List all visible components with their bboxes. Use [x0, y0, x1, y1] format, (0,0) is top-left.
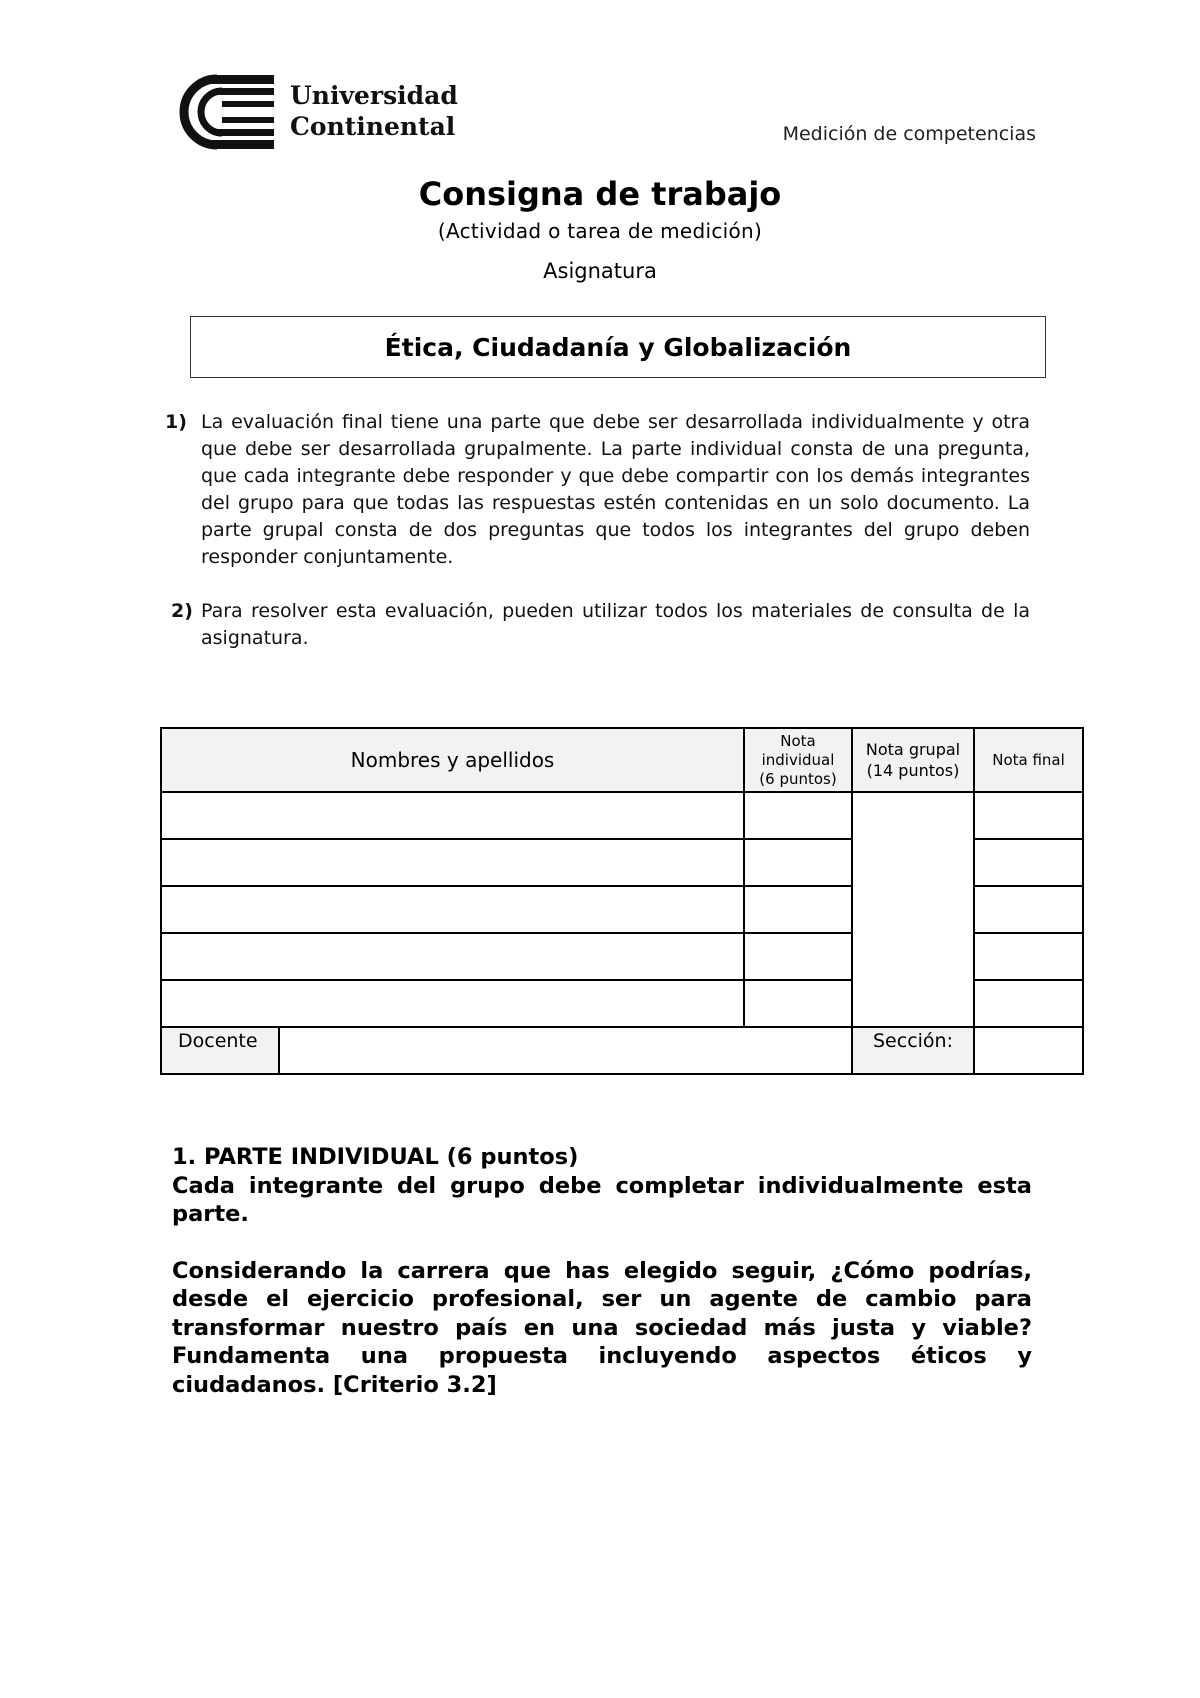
header-individual-line3: (6 puntos)	[759, 769, 837, 788]
subject-box	[190, 316, 1046, 378]
individual-grade-cell[interactable]	[744, 792, 852, 839]
part-question: Considerando la carrera que has elegido seguir, ¿Cómo podrías, desde el ejercicio profesional, ser un agente de cambio para transformar nuestro país en una sociedad más justa y viable? Fundamenta una propuesta incluyendo aspectos éticos y ciudadanos. [Criterio 3.2]	[172, 1257, 1032, 1398]
instruction-number: 1)	[165, 411, 187, 433]
individual-grade-cell[interactable]	[744, 980, 852, 1027]
teacher-label: Docente	[161, 1027, 279, 1074]
instruction-text: La evaluación final tiene una parte que debe ser desarrollada individualmente y otra que debe ser desarrollada grupalmente. La parte individual consta de una pregunta, que cada integrante debe responder y que debe compartir con los demás integrantes del grupo para que todas las respuestas estén contenidas en un solo documento. La parte grupal consta de dos preguntas que todos los integrantes del grupo deben responder conjuntamente.	[201, 411, 1030, 568]
part-individual	[172, 1143, 1032, 1399]
individual-grade-cell[interactable]	[744, 839, 852, 886]
individual-grade-cell[interactable]	[744, 933, 852, 980]
header-individual-line2: individual	[761, 750, 835, 769]
header-group-line1: Nota grupal	[865, 740, 961, 759]
subject-name: Ética, Ciudadanía y Globalización	[384, 332, 852, 362]
final-grade-cell[interactable]	[974, 839, 1083, 886]
final-grade-cell[interactable]	[974, 886, 1083, 933]
subject-label: Asignatura	[543, 259, 657, 283]
header-names: Nombres y apellidos	[161, 728, 744, 792]
student-name-cell[interactable]	[161, 839, 744, 886]
table-row	[161, 792, 1083, 839]
header-individual-grade	[744, 728, 852, 792]
section-value-cell[interactable]	[974, 1027, 1083, 1074]
page-subtitle: (Actividad o tarea de medición)	[437, 219, 763, 243]
part-instruction: Cada integrante del grupo debe completar individualmente esta parte.	[172, 1172, 1032, 1227]
table-header-row	[161, 728, 1083, 792]
teacher-name-cell[interactable]	[279, 1027, 852, 1074]
final-grade-cell[interactable]	[974, 933, 1083, 980]
section-label: Sección:	[852, 1027, 974, 1074]
header-individual-line1: Nota	[780, 731, 816, 750]
part-heading: 1. PARTE INDIVIDUAL (6 puntos)	[172, 1144, 579, 1170]
continental-c-logo-icon	[172, 74, 282, 150]
final-grade-cell[interactable]	[974, 980, 1083, 1027]
group-grade-cell[interactable]	[852, 792, 974, 1027]
header-group-line2: (14 puntos)	[866, 761, 960, 780]
university-name-line2: Continental	[290, 112, 456, 141]
header-final-grade: Nota final	[974, 728, 1083, 792]
individual-grade-cell[interactable]	[744, 886, 852, 933]
grades-table	[160, 727, 1084, 1075]
university-name-line1: Universidad	[290, 81, 458, 110]
header-label: Medición de competencias	[782, 123, 1036, 145]
student-name-cell[interactable]	[161, 980, 744, 1027]
student-name-cell[interactable]	[161, 792, 744, 839]
instruction-2	[171, 598, 1030, 652]
instruction-text: Para resolver esta evaluación, pueden utilizar todos los materiales de consulta de la asignatura.	[201, 600, 1030, 649]
final-grade-cell[interactable]	[974, 792, 1083, 839]
header-group-grade	[852, 728, 974, 792]
instruction-number: 2)	[171, 600, 193, 622]
page-title: Consigna de trabajo	[418, 175, 782, 213]
student-name-cell[interactable]	[161, 933, 744, 980]
table-footer-row	[161, 1027, 1083, 1074]
university-name	[290, 80, 458, 142]
student-name-cell[interactable]	[161, 886, 744, 933]
instruction-1	[165, 409, 1030, 571]
